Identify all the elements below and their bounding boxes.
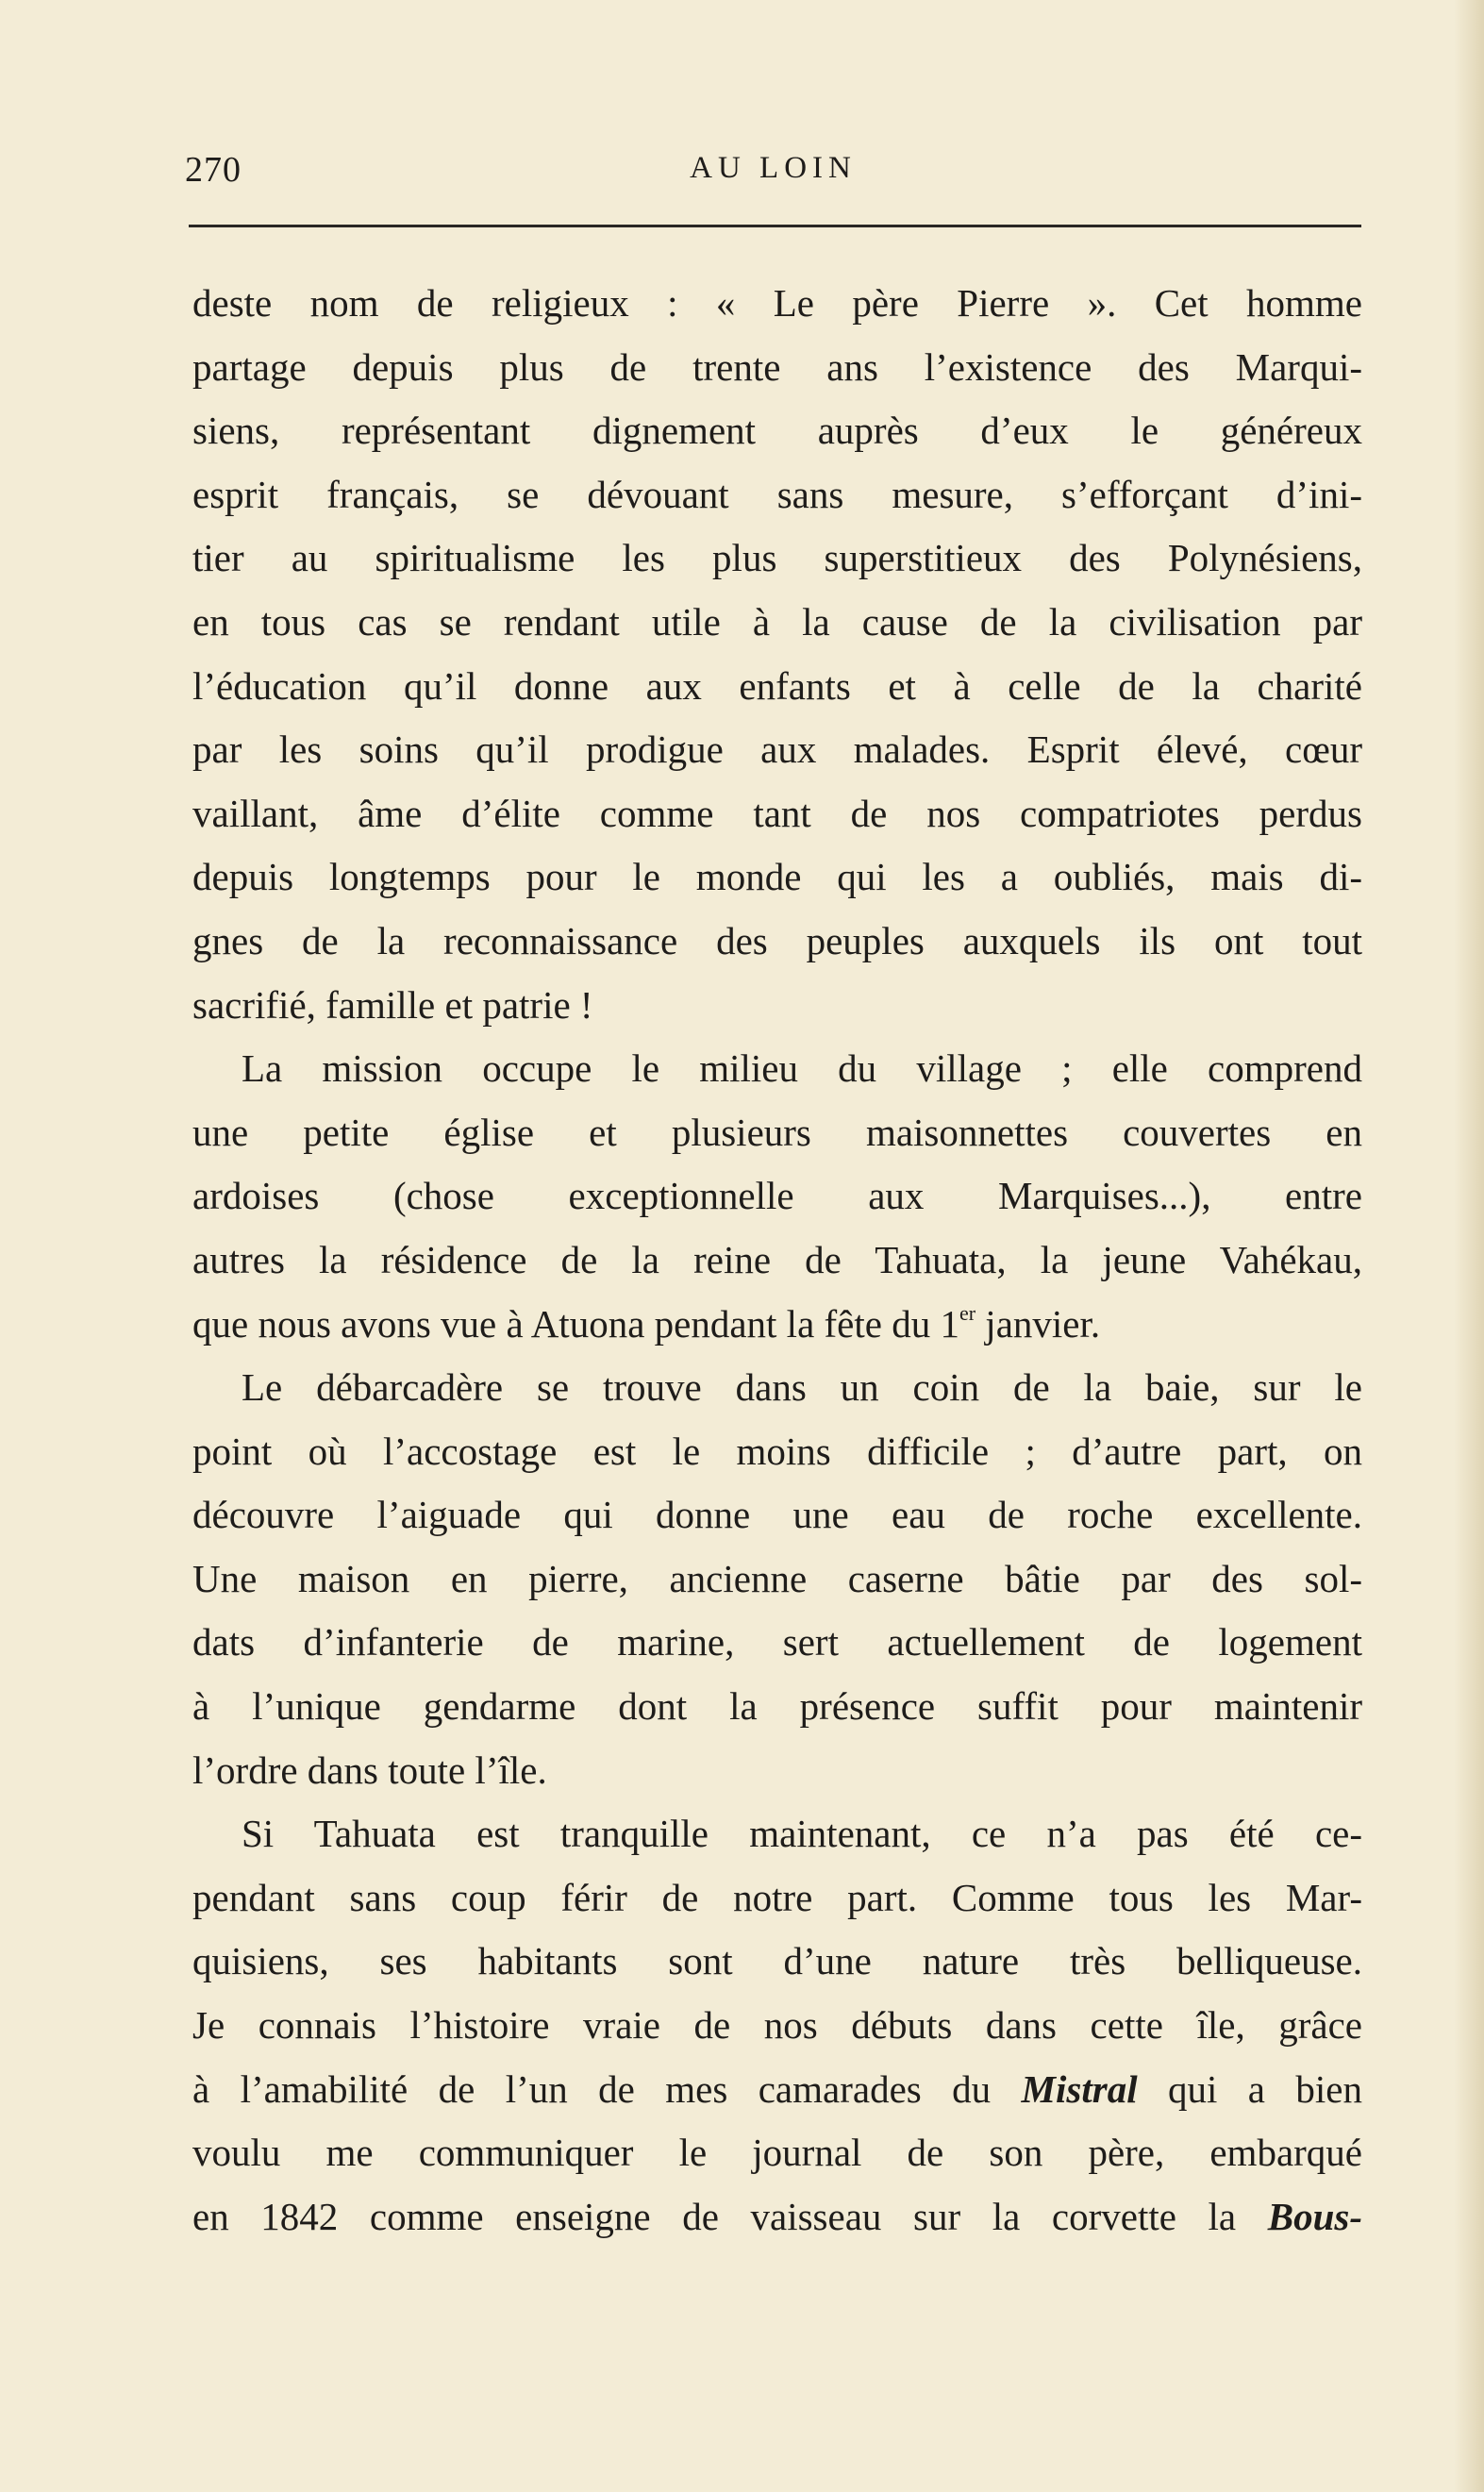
text-line: partage depuis plus de trente ans l’existence des Marqui- xyxy=(192,344,1362,389)
header-rule xyxy=(189,225,1361,227)
ship-name-mistral: Mistral xyxy=(1021,2066,1138,2111)
text-line: gnes de la reconnaissance des peuples auxquels ils ont tout xyxy=(192,918,1362,962)
paragraph-end-line: sacrifié, famille et patrie ! xyxy=(192,982,593,1027)
text-segment: en 1842 comme enseigne de vaisseau sur la corvette la xyxy=(192,2194,1268,2238)
text-line: une petite église et plusieurs maisonnettes couvertes en xyxy=(192,1110,1362,1154)
text-line: pendant sans coup férir de notre part. Comme tous les Mar- xyxy=(192,1875,1362,1919)
text-segment: janvier. xyxy=(975,1301,1101,1346)
text-line: esprit français, se dévouant sans mesure, s’efforçant d’ini- xyxy=(192,472,1362,516)
text-line: Une maison en pierre, ancienne caserne bâtie par des sol- xyxy=(192,1556,1362,1600)
paragraph-start-line: Si Tahuata est tranquille maintenant, ce n’a pas été ce- xyxy=(242,1812,1362,1856)
text-line: Je connais l’histoire vraie de nos débuts dans cette île, grâce xyxy=(192,2003,1362,2048)
text-segment: à l’amabilité de l’un de mes camarades du xyxy=(192,2066,1022,2111)
paragraph-start-line: La mission occupe le milieu du village ; elle comprend xyxy=(242,1046,1362,1091)
page-edge-shadow xyxy=(1454,0,1484,2492)
text-line: en tous cas se rendant utile à la cause de la civilisation par xyxy=(192,599,1362,644)
text-line: depuis longtemps pour le monde qui les a oubliés, mais di- xyxy=(192,855,1362,899)
text-line: deste nom de religieux : « Le père Pierre ». Cet homme xyxy=(192,281,1362,325)
running-title: AU LOIN xyxy=(690,151,857,185)
text-line: autres la résidence de la reine de Tahuata, la jeune Vahékau, xyxy=(192,1237,1362,1281)
text-line: dats d’infanterie de marine, sert actuellement de logement xyxy=(192,1620,1362,1664)
text-segment: qui a bien xyxy=(1137,2066,1362,2111)
paragraph-end-line: l’ordre dans toute l’île. xyxy=(192,1748,547,1792)
text-line xyxy=(192,2058,1362,2122)
text-line: point où l’accostage est le moins difficile ; d’autre part, on xyxy=(192,1429,1362,1473)
text-line: quisiens, ses habitants sont d’une nature très belliqueuse. xyxy=(192,1939,1362,1983)
text-line: à l’unique gendarme dont la présence suffit pour maintenir xyxy=(192,1684,1362,1729)
text-line xyxy=(192,2185,1362,2249)
text-segment: que nous avons vue à Atuona pendant la fête du 1 xyxy=(192,1301,959,1346)
text-line: tier au spiritualisme les plus superstitieux des Polynésiens, xyxy=(192,536,1362,580)
page-number: 270 xyxy=(185,150,242,190)
paragraph-start-line: Le débarcadère se trouve dans un coin de la baie, sur le xyxy=(242,1365,1362,1410)
running-head xyxy=(185,149,1361,206)
text-line: voulu me communiquer le journal de son père, embarqué xyxy=(192,2131,1362,2175)
text-line: ardoises (chose exceptionnelle aux Marquises...), entre xyxy=(192,1174,1362,1218)
text-line: siens, représentant dignement auprès d’eux le généreux xyxy=(192,409,1362,453)
paragraph-end-line xyxy=(192,1293,1362,1357)
ship-name-bous: Bous- xyxy=(1267,2194,1362,2238)
body-text xyxy=(192,272,1362,2249)
text-line: découvre l’aiguade qui donne une eau de roche excellente. xyxy=(192,1493,1362,1537)
text-line: par les soins qu’il prodigue aux malades. Esprit élevé, cœur xyxy=(192,728,1362,772)
text-line: vaillant, âme d’élite comme tant de nos compatriotes perdus xyxy=(192,791,1362,835)
ordinal-superscript: er xyxy=(959,1300,976,1325)
text-line: l’éducation qu’il donne aux enfants et à celle de la charité xyxy=(192,663,1362,708)
